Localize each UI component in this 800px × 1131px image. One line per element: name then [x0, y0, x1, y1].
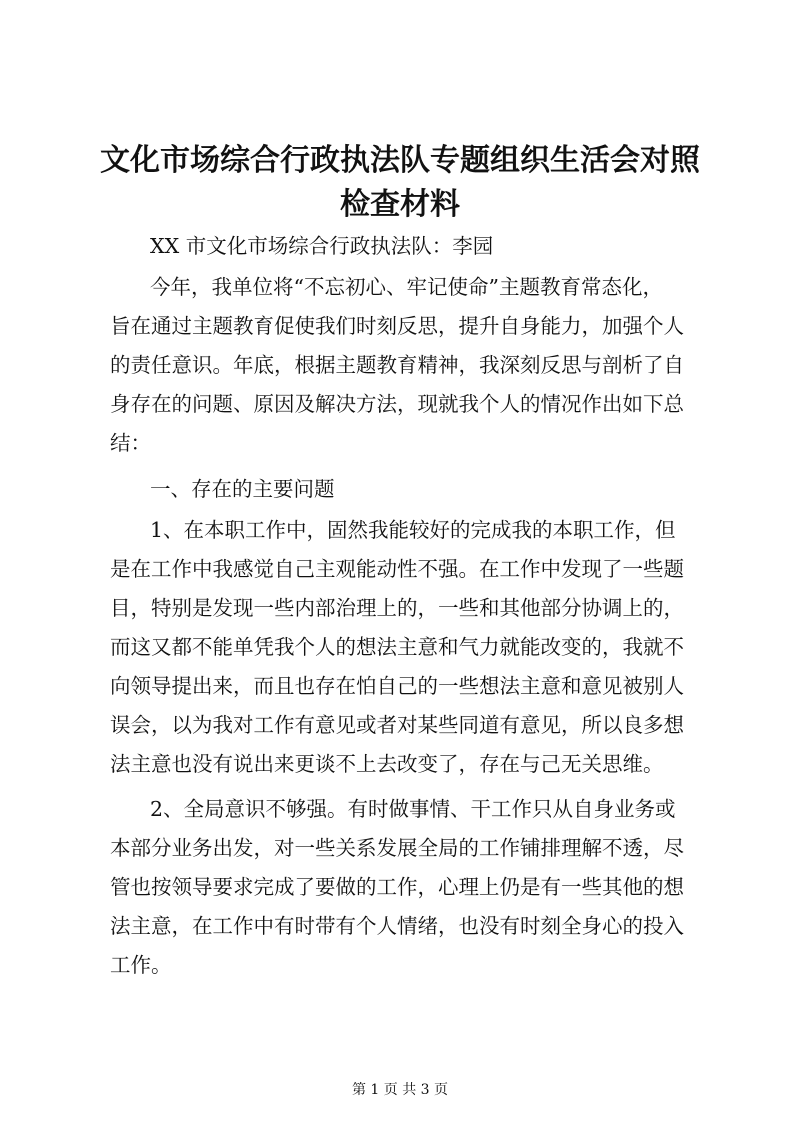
section-heading: 一、存在的主要问题: [150, 477, 335, 501]
document-title-line-1: 文化市场综合行政执法队专题组织生活会对照: [100, 143, 700, 178]
paragraph-line: 本部分业务出发，对一些关系发展全局的工作铺排理解不透，尽: [110, 836, 684, 860]
paragraph-line: 误会，以为我对工作有意见或者对某些同道有意见，所以良多想: [110, 713, 684, 737]
paragraph-line: 向领导提出来，而且也存在怕自己的一些想法主意和意见被别人: [110, 674, 684, 698]
paragraph-line: 工作。: [110, 953, 172, 977]
paragraph-line: 1、在本职工作中，固然我能较好的完成我的本职工作，但: [150, 518, 676, 542]
paragraph-line: 身存在的问题、原因及解决方法，现就我个人的情况作出如下总: [110, 392, 684, 416]
paragraph-line: 法主意也没有说出来更谈不上去改变了，存在与己无关思维。: [110, 752, 664, 776]
paragraph-line: 是在工作中我感觉自己主观能动性不强。在工作中发现了一些题: [110, 557, 684, 581]
paragraph-line: 旨在通过主题教育促使我们时刻反思，提升自身能力，加强个人: [110, 314, 684, 338]
paragraph-line: 今年，我单位将“不忘初心、牢记使命”主题教育常态化，: [150, 275, 663, 299]
author-line: XX 市文化市场综合行政执法队：李园: [150, 234, 494, 258]
paragraph-line: 的责任意识。年底，根据主题教育精神，我深刻反思与剖析了自: [110, 353, 684, 377]
paragraph-line: 结：: [110, 431, 151, 455]
document-title-line-2: 检查材料: [340, 187, 460, 222]
paragraph-line: 管也按领导要求完成了要做的工作，心理上仍是有一些其他的想: [110, 875, 684, 899]
paragraph-line: 法主意，在工作中有时带有个人情绪，也没有时刻全身心的投入: [110, 914, 684, 938]
paragraph-line: 2、全局意识不够强。有时做事情、干工作只从自身业务或: [150, 797, 676, 821]
paragraph-line: 目，特别是发现一些内部治理上的，一些和其他部分协调上的，: [110, 596, 684, 620]
page-number-footer: 第 1 页 共 3 页: [351, 1082, 449, 1098]
paragraph-line: 而这又都不能单凭我个人的想法主意和气力就能改变的，我就不: [110, 635, 684, 659]
